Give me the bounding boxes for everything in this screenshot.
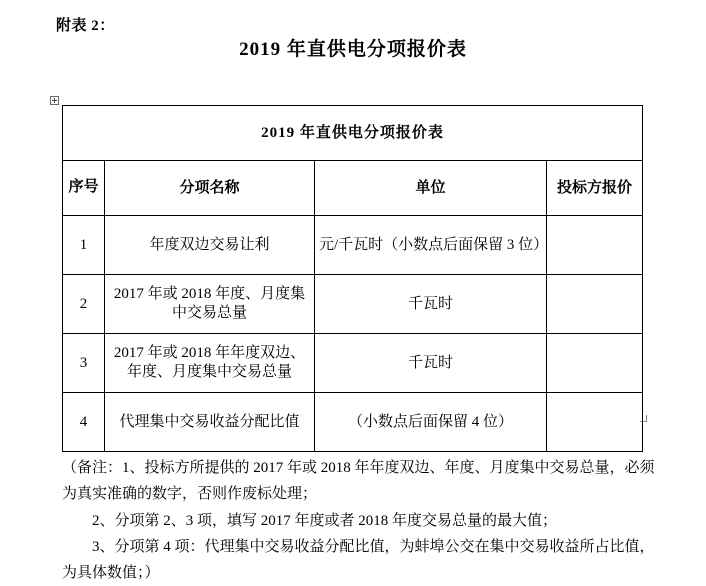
table-row [63,393,643,452]
cell-unit: 元/千瓦时（小数点后面保留 3 位） [315,216,547,275]
column-header-seq: 序号 [63,161,105,216]
cell-unit: 千瓦时 [315,275,547,334]
column-header-name: 分项名称 [105,161,315,216]
table-row [63,334,643,393]
cell-name: 2017 年或 2018 年年度双边、年度、月度集中交易总量 [105,334,315,393]
note-line-3: 3、分项第 4 项：代理集中交易收益分配比值，为蚌埠公交在集中交易收益所占比值，为具体数值；） [62,538,655,581]
table-caption: 2019 年直供电分项报价表 [63,106,643,161]
column-header-unit: 单位 [315,161,547,216]
attachment-label: 附表 2： [56,18,115,34]
cell-name: 年度双边交易让利 [105,216,315,275]
note-line-1: （备注：1、投标方所提供的 2017 年或 2018 年年度双边、年度、月度集中交易总量，必须为真实准确的数字，否则作废标处理； [62,460,655,503]
price-table [62,105,643,452]
table-caption-row [63,106,643,161]
cell-seq: 2 [63,275,105,334]
cell-seq: 3 [63,334,105,393]
table-header-row [63,161,643,216]
cell-unit: （小数点后面保留 4 位） [315,393,547,452]
notes-block [62,455,662,586]
table-row [63,275,643,334]
cell-seq: 1 [63,216,105,275]
cell-unit: 千瓦时 [315,334,547,393]
column-header-bid: 投标方报价 [547,161,643,216]
cell-bid[interactable] [547,334,643,393]
table-row [63,216,643,275]
cell-bid[interactable] [547,275,643,334]
cell-bid[interactable] [547,393,643,452]
cell-name: 代理集中交易收益分配比值 [105,393,315,452]
cell-name: 2017 年或 2018 年度、月度集中交易总量 [105,275,315,334]
cell-seq: 4 [63,393,105,452]
page-title: 2019 年直供电分项报价表 [239,39,467,60]
note-line-2: 2、分项第 2、3 项，填写 2017 年度或者 2018 年度交易总量的最大值； [92,512,558,529]
table-move-handle-icon[interactable] [50,96,59,105]
cell-bid[interactable] [547,216,643,275]
price-table-container [62,105,642,452]
